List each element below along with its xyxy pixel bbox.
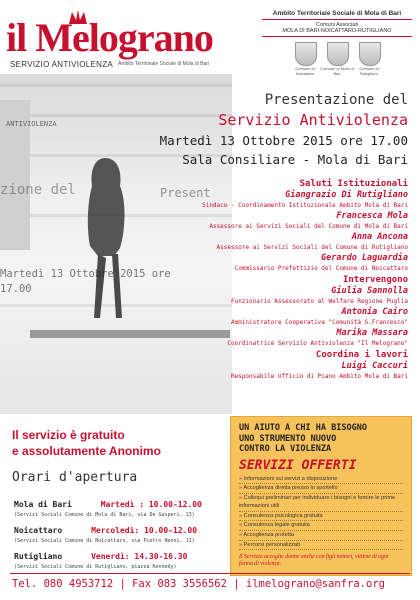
- hours-address: (Servizi Sociali Comune di Noicattaro, via Pietro Nenni, 11): [14, 538, 195, 544]
- logo-title: il Melograno: [6, 15, 213, 60]
- hours-address: (Servizi Sociali Comune di Rutigliano, piazza Kennedy): [14, 564, 177, 570]
- logo-subtitle-ambito: Ambito Territoriale Sociale di Mola di Bari: [118, 61, 210, 67]
- ghost-text: 17.00: [0, 283, 32, 295]
- headline-venue: Sala Consiliare - Mola di Bari: [182, 152, 408, 167]
- contact-footer: Tel. 080 4953712 | Fax 083 3556562 | ilmelograno@sanfra.org: [12, 578, 385, 590]
- services-box: [230, 416, 412, 576]
- logo-subtitle: SERVIZIO ANTIVIOLENZA: [10, 60, 114, 69]
- speaker-role: Coordinatrice Servizio Antiviolenza "Il Melograno": [227, 340, 408, 347]
- program-section: Intervengono: [342, 275, 408, 285]
- services-note: Il Servizio accoglie donne anche con figli minori, vittime di ogni forma di violenza.: [239, 554, 389, 568]
- footer-divider: [10, 573, 410, 574]
- service-item: » Informazioni sui servizi a disposizione: [239, 475, 403, 485]
- service-item: » Accoglienza protetta: [239, 531, 403, 541]
- speaker-name: Anna Ancona: [351, 232, 408, 242]
- program-section: Saluti Istituzionali: [299, 179, 408, 189]
- crest-label: Comune di Rutigliano: [359, 66, 379, 76]
- ghost-text: ANTIVIOLENZA: [6, 120, 57, 128]
- hours-place: Mola di Bari: [14, 500, 72, 509]
- org-municipalities: MOLA DI BARI-NOICATTARO-RUTIGLIANO: [262, 28, 412, 37]
- hours-time: Martedì : 10.00-12.00: [100, 500, 202, 509]
- service-item: » Percorsi personalizzati: [239, 541, 403, 551]
- speaker-name: Giulia Sannolla: [331, 286, 408, 296]
- speaker-name: Francesca Mola: [336, 211, 408, 221]
- anonymous-text: e assolutamente Anonimo: [12, 444, 161, 458]
- service-item: » Accoglienza diretta presso lo sportello: [239, 484, 403, 494]
- opening-hours-title: Orari d'apertura: [12, 470, 138, 485]
- free-service-text: Il servizio è gratuito: [12, 428, 125, 442]
- box-heading: CONTRO LA VIOLENZA: [239, 444, 332, 454]
- service-item: » Consulenza psicologica gratuita: [239, 512, 403, 522]
- services-title: SERVIZI OFFERTI: [239, 457, 357, 473]
- speaker-role: Assessore ai Servizi Sociali del Comune di Mola di Bari: [209, 223, 408, 230]
- speaker-role: Commissario Prefettizio del Comune di Noicattaro: [234, 265, 408, 272]
- ghost-text: zione del: [0, 182, 76, 198]
- hours-entry: [14, 544, 187, 570]
- hours-address: (Servizi Sociali Comune di Mola di Bari, via De Gasperi, 13): [14, 512, 195, 518]
- hours-place: Noicattaro: [14, 526, 63, 535]
- headline-presentation: Presentazione del: [264, 92, 408, 108]
- speaker-name: Luigi Caccuri: [341, 361, 408, 371]
- crest-label: Comune di Mola di Bari: [320, 66, 354, 76]
- crest-mola-icon: [327, 42, 349, 66]
- speaker-role: Assessore ai Servizi Sociali del Comune di Rutigliano: [216, 244, 408, 251]
- speaker-role: Funzionario Assessorato al Welfare Regione Puglia: [230, 298, 408, 305]
- crest-rutigliano-icon: [359, 42, 381, 66]
- speaker-role: Sindaco - Coordinamento Istituzionale Ambito Mola di Bari: [202, 202, 408, 209]
- org-associated: Comuni Associati: [315, 22, 359, 28]
- speaker-role: Responsabile Ufficio di Piano Ambito Mola di Bari: [230, 373, 408, 380]
- org-name: Ambito Territoriale Sociale di Mola di Bari: [262, 10, 412, 20]
- hours-place: Rutigliano: [14, 552, 63, 561]
- speaker-role: Amministratore Cooperativa "Comunità S.Francesco": [230, 319, 408, 326]
- service-item: » Colloqui preliminari per individuare i bisogni e fornire le prime informazioni utili: [239, 494, 403, 512]
- crest-label: Comune di Noicattaro: [295, 66, 315, 76]
- speaker-name: Giangrazio Di Rutigliano: [285, 190, 408, 200]
- box-heading: UN AIUTO A CHI HA BISOGNO: [239, 423, 367, 433]
- program-section: Coordina i lavori: [315, 350, 408, 360]
- ghost-text: Present: [160, 186, 211, 200]
- ghost-text: Martedì 13 Ottobre 2015 ore: [0, 268, 171, 280]
- hours-time: Venerdì: 14.30-16.30: [91, 552, 188, 561]
- box-heading: UNO STRUMENTO NUOVO: [239, 433, 337, 444]
- crest-noicattaro-icon: [295, 42, 317, 66]
- headline-service: Servizio Antiviolenza: [218, 111, 408, 129]
- hours-entry: [14, 492, 202, 518]
- service-item: » Consulenza legale gratuita: [239, 521, 403, 531]
- organization-block: [262, 10, 412, 37]
- hours-entry: [14, 518, 197, 544]
- services-list: [231, 475, 411, 551]
- headline-date: Martedì 13 Ottobre 2015 ore 17.00: [159, 133, 408, 148]
- program-list: [88, 178, 408, 382]
- speaker-name: Antonia Cairo: [341, 307, 408, 317]
- speaker-name: Gerardo Laguardia: [321, 253, 408, 263]
- speaker-name: Marika Massara: [336, 328, 408, 338]
- hours-time: Mercoledì: 10.00-12.00: [91, 526, 198, 535]
